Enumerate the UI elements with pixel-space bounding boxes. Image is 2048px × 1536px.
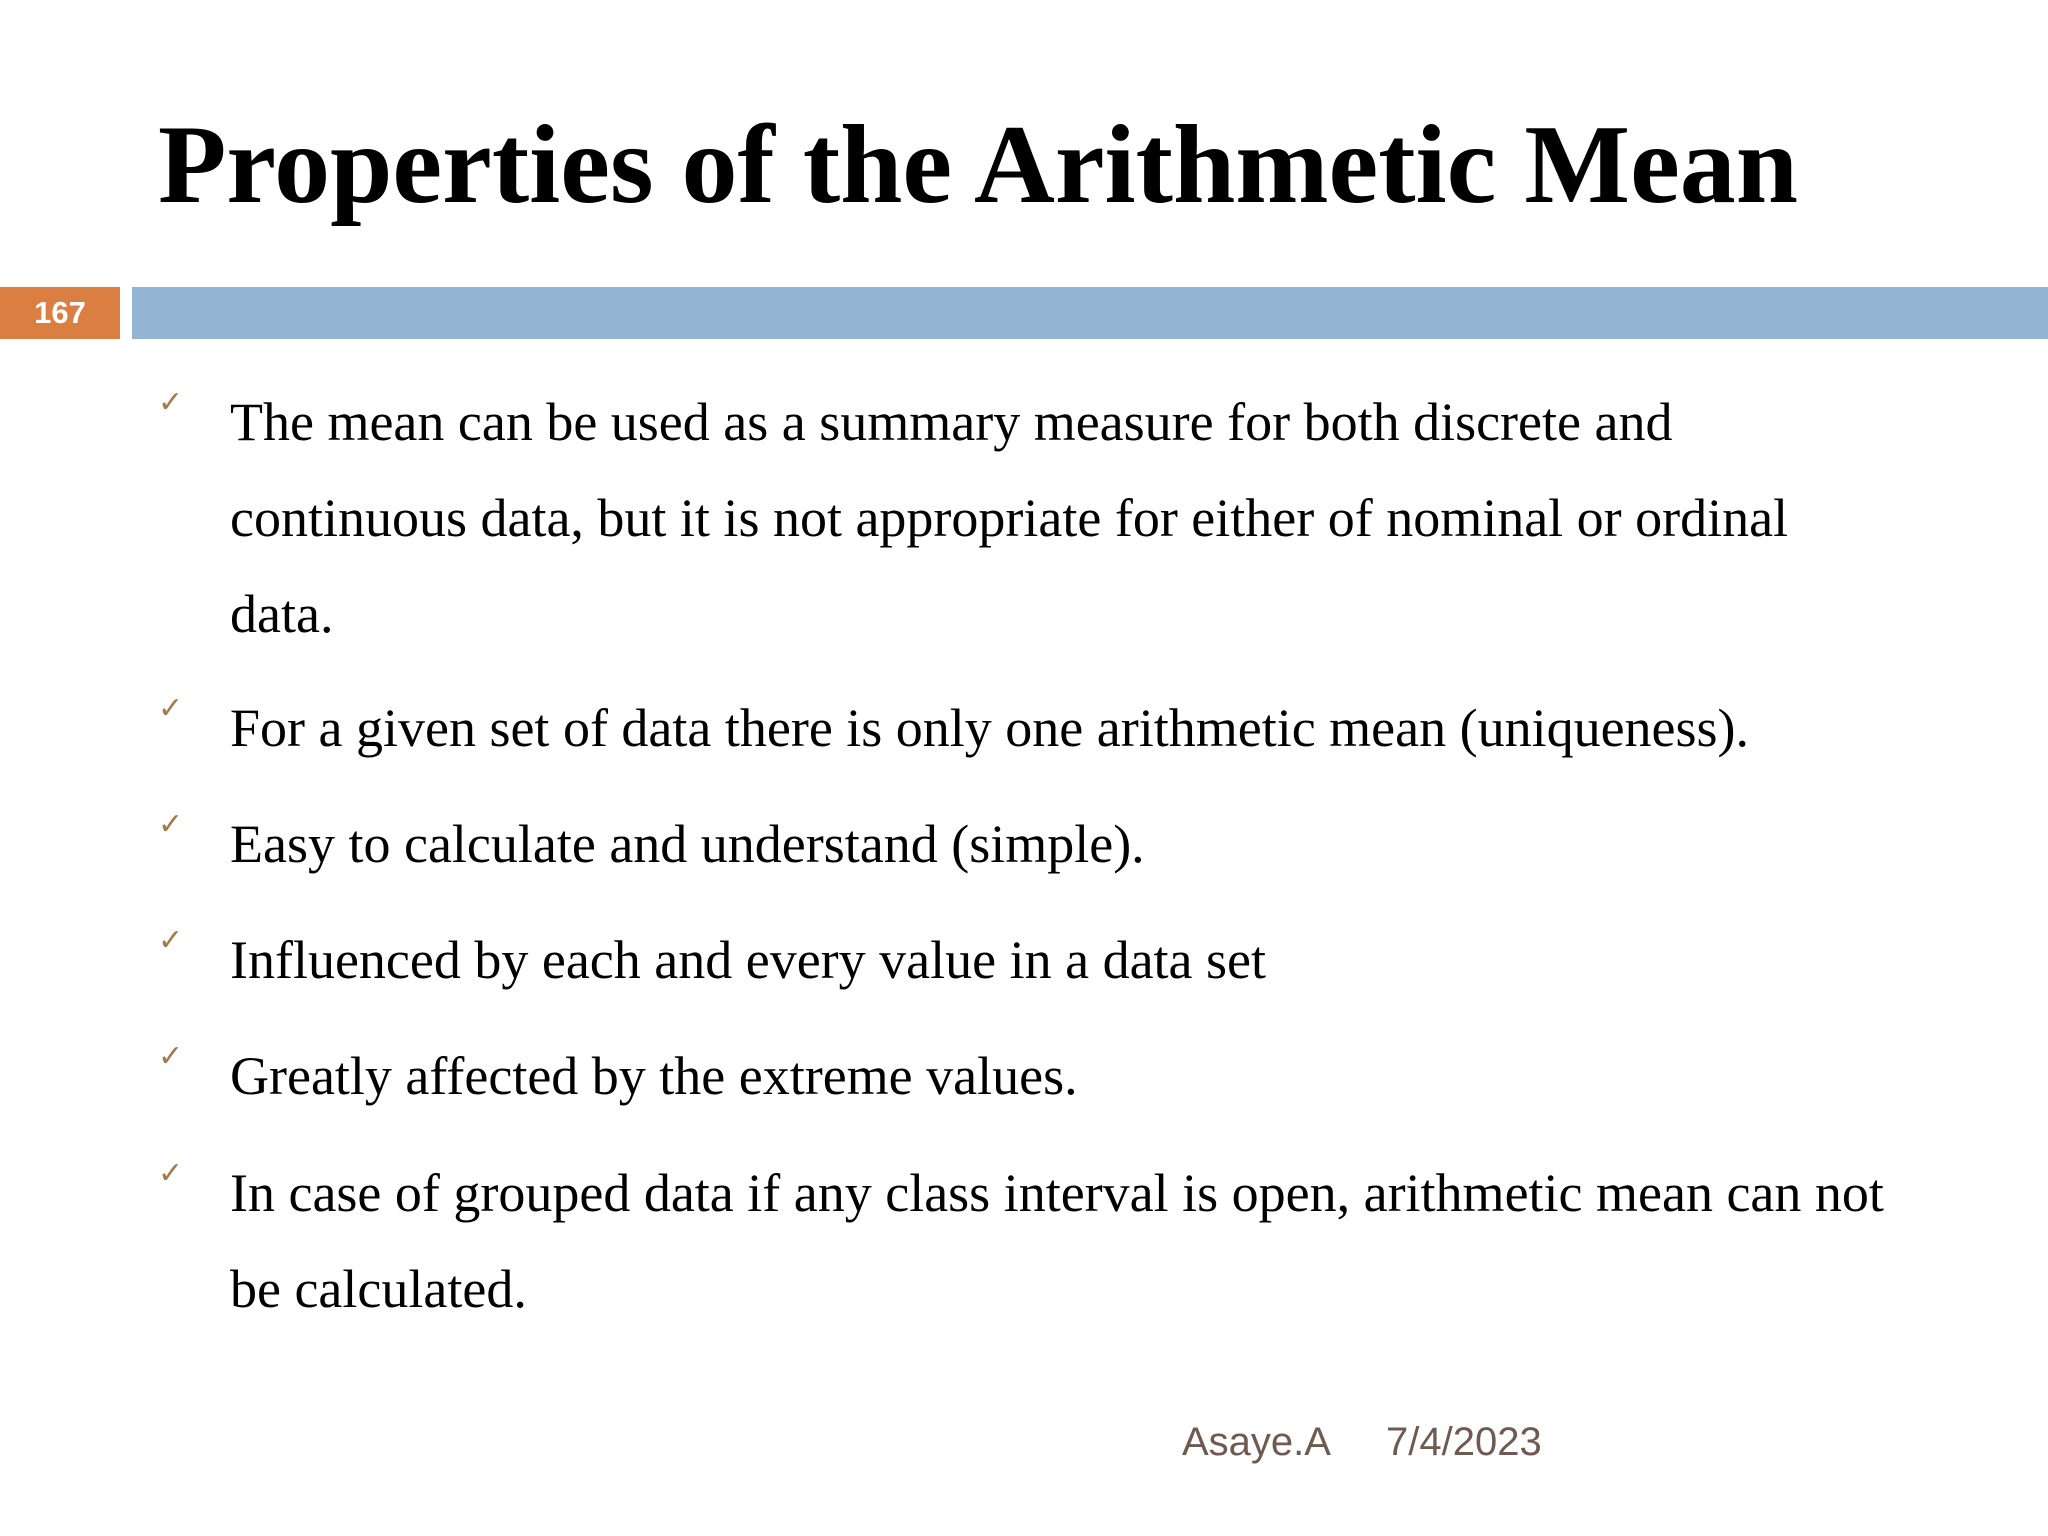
bullet-text: The mean can be used as a summary measure for both discrete and continuous data, but it is not appropriate for either of nominal or ordinal data. (230, 392, 1789, 644)
bullet-text: Greatly affected by the extreme values. (230, 1046, 1078, 1106)
bullet-text: For a given set of data there is only one arithmetic mean (uniqueness). (230, 698, 1750, 758)
check-icon: ✓ (158, 807, 184, 842)
slide-title: Properties of the Arithmetic Mean (158, 103, 1799, 227)
check-icon: ✓ (158, 691, 184, 726)
check-icon: ✓ (158, 385, 184, 420)
bullet-text: In case of grouped data if any class interval is open, arithmetic mean can not be calculated. (230, 1163, 1884, 1319)
check-icon: ✓ (158, 1039, 184, 1074)
page-number-badge: 167 (0, 287, 120, 339)
check-icon: ✓ (158, 1156, 184, 1191)
footer-date: 7/4/2023 (1386, 1420, 1542, 1464)
check-icon: ✓ (158, 923, 184, 958)
bullet-text: Influenced by each and every value in a data set (230, 930, 1266, 990)
footer-author: Asaye.A (1182, 1420, 1331, 1464)
bullet-text: Easy to calculate and understand (simple). (230, 814, 1145, 874)
